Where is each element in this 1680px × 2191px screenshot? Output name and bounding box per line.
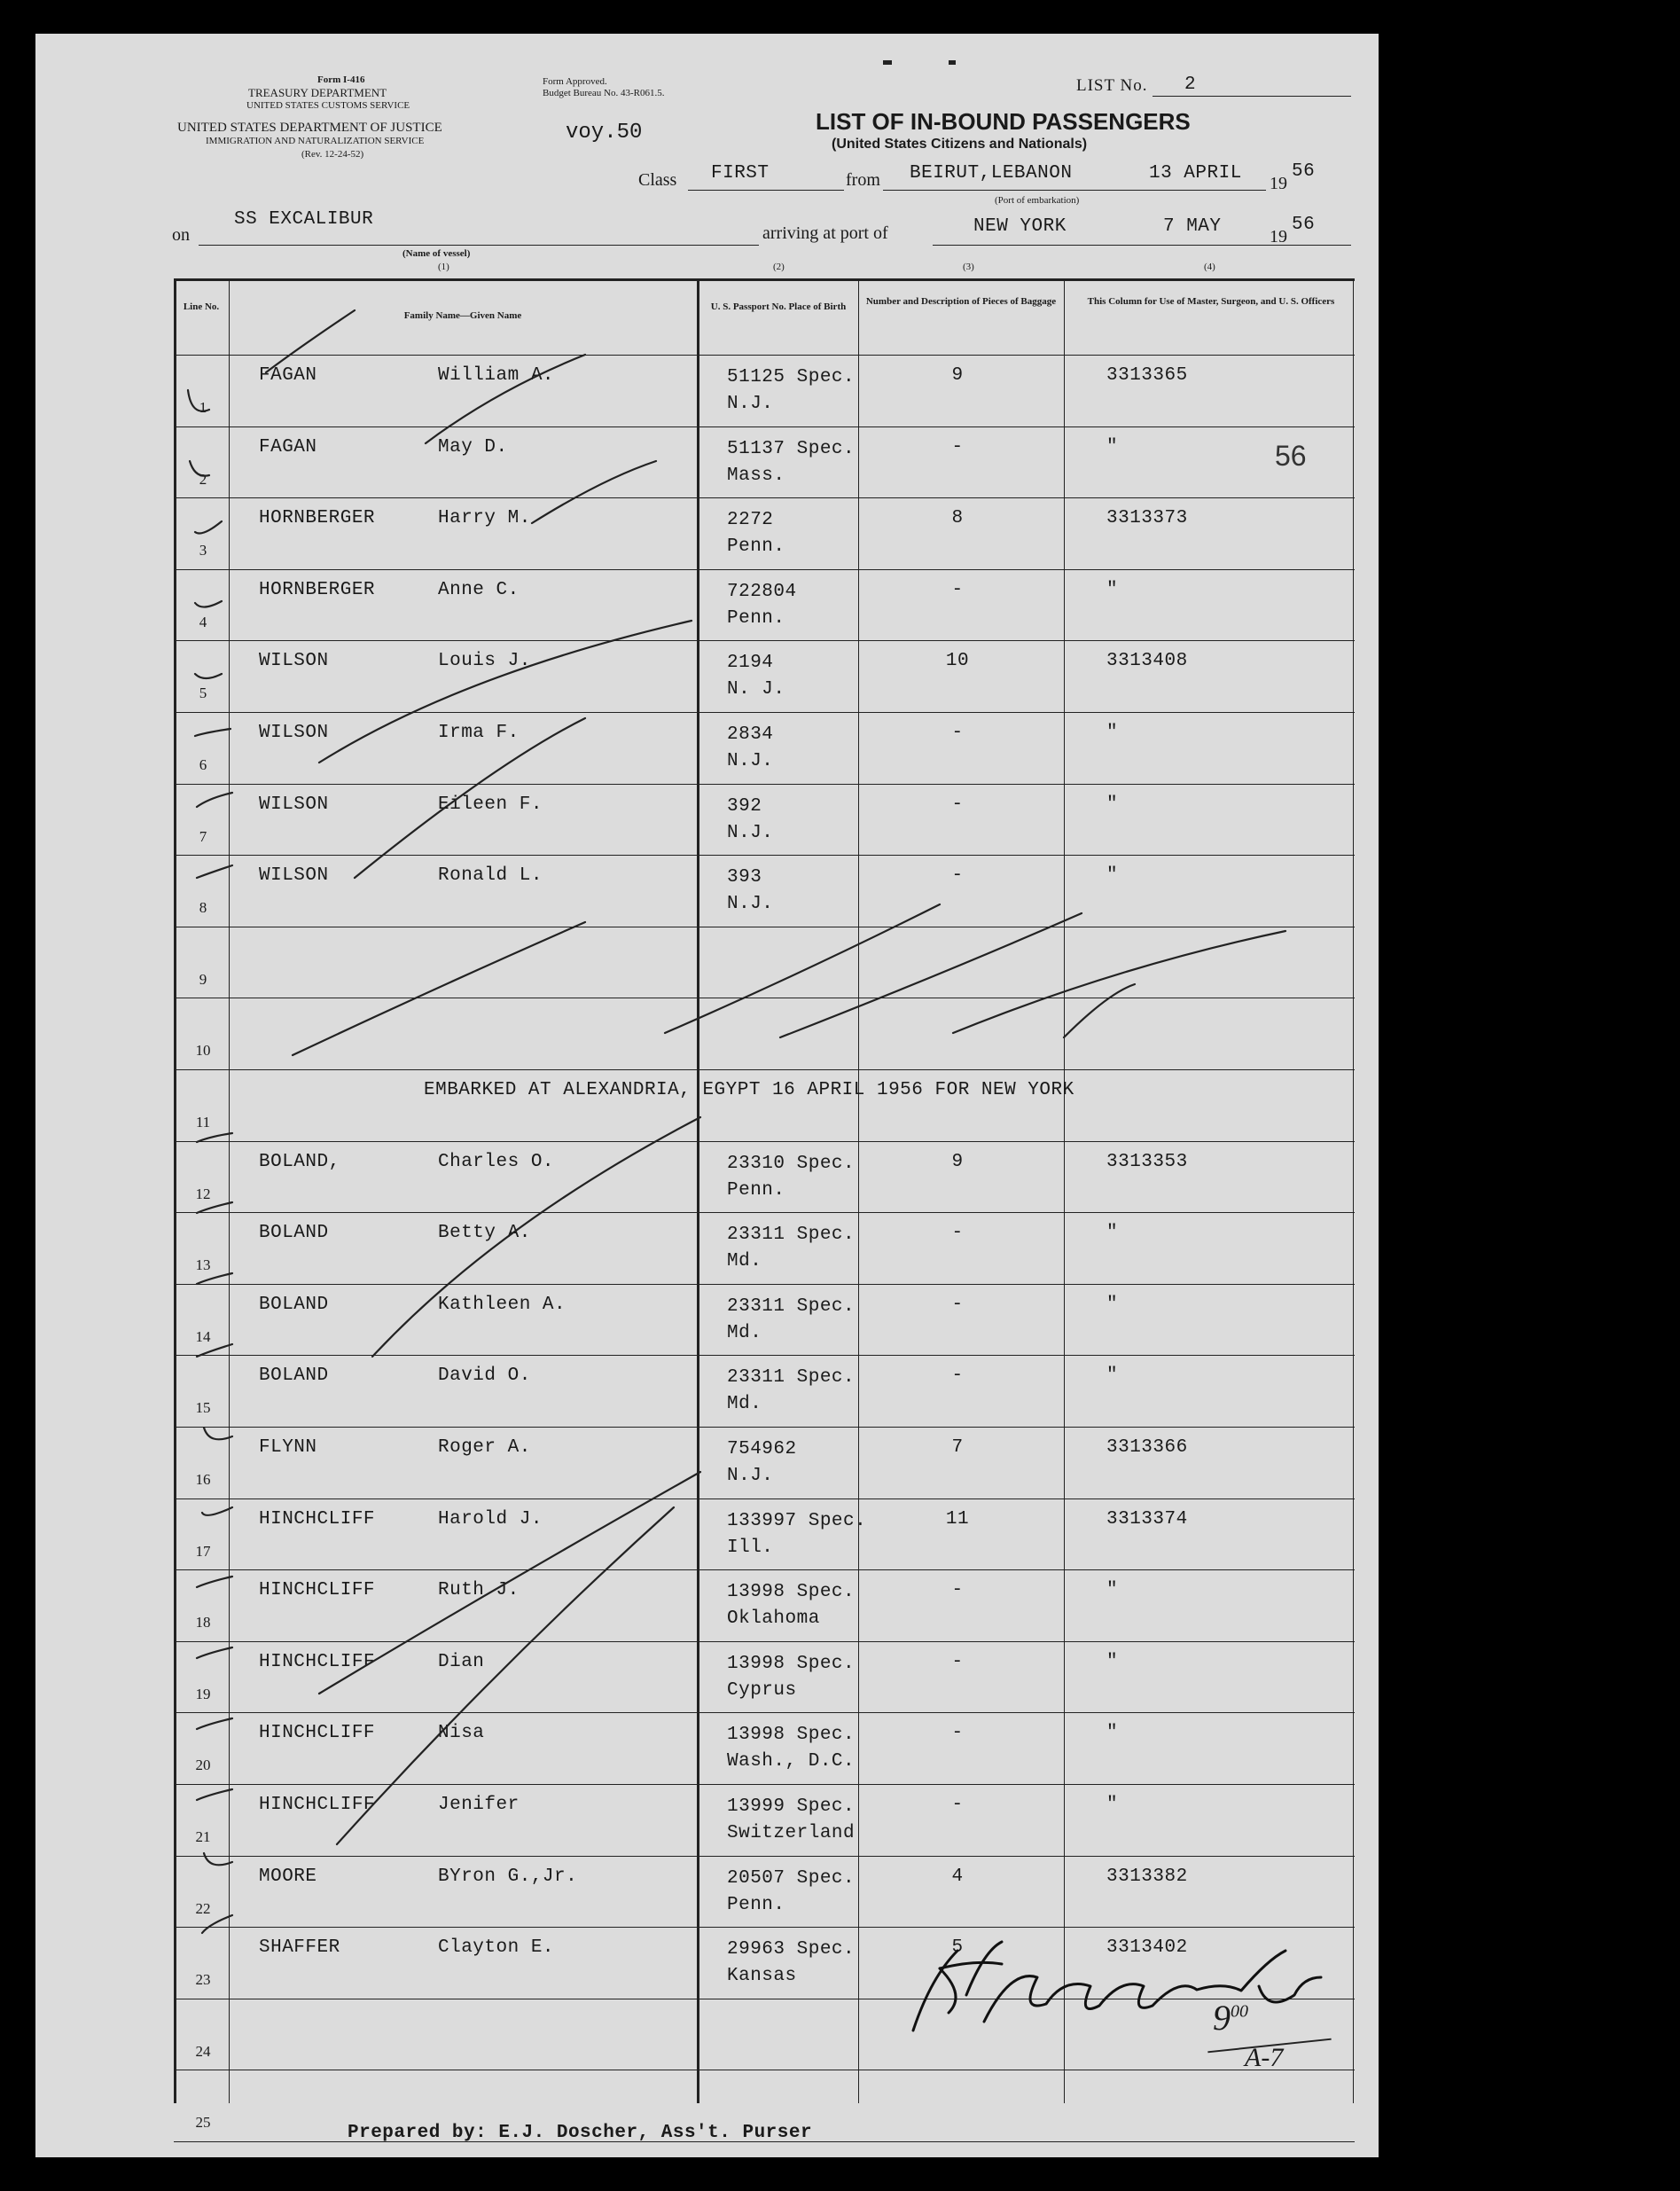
family-name: HINCHCLIFF bbox=[259, 1651, 376, 1672]
baggage-count: 5 bbox=[951, 1937, 964, 1959]
officer-entry: " bbox=[1106, 1723, 1119, 1744]
officer-entry: " bbox=[1106, 1795, 1119, 1815]
family-name: HINCHCLIFF bbox=[259, 1508, 376, 1530]
family-name: WILSON bbox=[259, 865, 329, 887]
line-number: 4 bbox=[199, 613, 207, 630]
embarkation-date: 13 APRIL bbox=[1149, 163, 1242, 184]
passport-number: 393 bbox=[727, 867, 762, 888]
family-name: SHAFFER bbox=[259, 1937, 340, 1959]
family-name: WILSON bbox=[259, 794, 329, 815]
officer-entry: " bbox=[1106, 723, 1119, 743]
line-number: 21 bbox=[195, 1828, 211, 1845]
baggage-count: - bbox=[951, 436, 964, 458]
col-header-passport: U. S. Passport No. Place of Birth bbox=[710, 301, 847, 312]
given-name: BYron G.,Jr. bbox=[438, 1866, 578, 1887]
baggage-count: - bbox=[951, 1580, 964, 1601]
line-number: 25 bbox=[195, 2114, 211, 2132]
line-number: 9 bbox=[199, 970, 207, 988]
family-name: HINCHCLIFF bbox=[259, 1795, 376, 1815]
officer-entry: " bbox=[1106, 865, 1119, 887]
baggage-count: - bbox=[951, 1723, 964, 1744]
passport-number: 392 bbox=[727, 795, 762, 817]
baggage-count: 4 bbox=[951, 1866, 964, 1887]
given-name: Roger A. bbox=[438, 1437, 531, 1458]
line-number: 16 bbox=[195, 1471, 211, 1488]
baggage-count: - bbox=[951, 865, 964, 887]
table-row bbox=[174, 1999, 1355, 2070]
officer-entry: 3313408 bbox=[1106, 651, 1188, 672]
officer-entry: " bbox=[1106, 1223, 1119, 1244]
line-number: 15 bbox=[195, 1399, 211, 1417]
department-of-justice: UNITED STATES DEPARTMENT OF JUSTICE bbox=[177, 121, 442, 135]
line-number: 22 bbox=[195, 1899, 211, 1917]
line-number: 3 bbox=[199, 542, 207, 559]
line-number: 2 bbox=[199, 470, 207, 488]
given-name: Harold J. bbox=[438, 1508, 543, 1530]
given-name: Irma F. bbox=[438, 723, 520, 743]
prepared-by: Prepared by: E.J. Doscher, Ass't. Purser bbox=[348, 2123, 813, 2143]
given-name: Dian bbox=[438, 1651, 485, 1672]
passport-number: 13998 Spec. bbox=[727, 1725, 856, 1746]
line-number: 17 bbox=[195, 1542, 211, 1560]
given-name: Louis J. bbox=[438, 651, 531, 672]
line-number: 18 bbox=[195, 1614, 211, 1632]
given-name: Eileen F. bbox=[438, 794, 543, 815]
given-name: Charles O. bbox=[438, 1151, 555, 1172]
passport-number: 23311 Spec. bbox=[727, 1225, 856, 1246]
officer-entry: 3313365 bbox=[1106, 365, 1188, 386]
baggage-count: - bbox=[951, 1795, 964, 1815]
line-number: 5 bbox=[199, 685, 207, 702]
passport-number: 2834 bbox=[727, 724, 774, 745]
given-name: Clayton E. bbox=[438, 1937, 555, 1959]
family-name: BOLAND, bbox=[259, 1151, 340, 1172]
baggage-count: - bbox=[951, 579, 964, 600]
place-of-birth: Wash., D.C. bbox=[727, 1751, 856, 1772]
passport-number: 23311 Spec. bbox=[727, 1367, 856, 1389]
given-name: David O. bbox=[438, 1365, 531, 1387]
col-header-name: Family Name—Given Name bbox=[403, 310, 522, 321]
line-number: 11 bbox=[195, 1114, 211, 1131]
arrival-year-prefix: 19 bbox=[1270, 227, 1287, 246]
officer-entry: " bbox=[1106, 1365, 1119, 1387]
line-number: 14 bbox=[195, 1327, 211, 1345]
form-approved: Form Approved. bbox=[543, 76, 607, 87]
list-number: 2 bbox=[1184, 74, 1197, 95]
officer-entry: " bbox=[1106, 579, 1119, 600]
line-number: 24 bbox=[195, 2042, 211, 2060]
line-number: 13 bbox=[195, 1256, 211, 1274]
ins-service: IMMIGRATION AND NATURALIZATION SERVICE bbox=[206, 136, 425, 146]
baggage-count: 9 bbox=[951, 1151, 964, 1172]
family-name: HINCHCLIFF bbox=[259, 1723, 376, 1744]
col-3-number: (3) bbox=[963, 262, 974, 272]
given-name: May D. bbox=[438, 436, 508, 458]
line-number: 12 bbox=[195, 1185, 211, 1202]
family-name: FAGAN bbox=[259, 436, 317, 458]
officer-entry: 3313402 bbox=[1106, 1937, 1188, 1959]
vessel-name: SS EXCALIBUR bbox=[234, 209, 374, 230]
place-of-birth: Ill. bbox=[727, 1537, 774, 1558]
passport-number: 51137 Spec. bbox=[727, 438, 856, 459]
family-name: FAGAN bbox=[259, 365, 317, 386]
list-label: LIST No. bbox=[1076, 76, 1148, 95]
officer-entry: " bbox=[1106, 1294, 1119, 1315]
family-name: BOLAND bbox=[259, 1365, 329, 1387]
place-of-birth: Penn. bbox=[727, 1179, 785, 1201]
place-of-birth: N. J. bbox=[727, 679, 785, 700]
given-name: Ruth J. bbox=[438, 1580, 520, 1601]
passport-number: 754962 bbox=[727, 1439, 797, 1459]
arrival-year: 56 bbox=[1292, 215, 1316, 235]
officer-entry: " bbox=[1106, 1651, 1119, 1672]
embarkation-port: BEIRUT,LEBANON bbox=[910, 163, 1073, 184]
place-of-birth: Oklahoma bbox=[727, 1608, 820, 1630]
place-of-birth: Cyprus bbox=[727, 1679, 797, 1701]
passport-number: 13998 Spec. bbox=[727, 1653, 856, 1674]
baggage-count: 7 bbox=[951, 1437, 964, 1458]
officer-entry: 3313366 bbox=[1106, 1437, 1188, 1458]
place-of-birth: Md. bbox=[727, 1251, 762, 1272]
arriving-label: arriving at port of bbox=[762, 223, 888, 243]
fraction-top: $9^{00}$ bbox=[1213, 1998, 1248, 2038]
voyage-number: voy.50 bbox=[566, 121, 643, 145]
col-header-baggage: Number and Description of Pieces of Baggage bbox=[865, 296, 1057, 307]
page-subtitle: (United States Citizens and Nationals) bbox=[832, 137, 1088, 152]
given-name: Jenifer bbox=[438, 1795, 520, 1815]
family-name: WILSON bbox=[259, 651, 329, 672]
baggage-count: 8 bbox=[951, 508, 964, 529]
line-number: 19 bbox=[195, 1685, 211, 1702]
budget-bureau: Budget Bureau No. 43-R061.5. bbox=[543, 88, 665, 98]
place-of-birth: Penn. bbox=[727, 1894, 785, 1915]
place-of-birth: N.J. bbox=[727, 822, 774, 843]
passport-number: 29963 Spec. bbox=[727, 1939, 856, 1960]
baggage-count: - bbox=[951, 723, 964, 743]
col-header-officers: This Column for Use of Master, Surgeon, and U. S. Officers bbox=[1087, 296, 1335, 307]
place-of-birth: N.J. bbox=[727, 751, 774, 771]
family-name: BOLAND bbox=[259, 1223, 329, 1244]
col-2-number: (2) bbox=[773, 262, 785, 272]
family-name: MOORE bbox=[259, 1866, 317, 1887]
family-name: FLYNN bbox=[259, 1437, 317, 1458]
given-name: Betty A. bbox=[438, 1223, 531, 1244]
line-number: 23 bbox=[195, 1971, 211, 1989]
place-of-birth: Penn. bbox=[727, 607, 785, 629]
port-caption: (Port of embarkation) bbox=[995, 195, 1080, 206]
given-name: Ronald L. bbox=[438, 865, 543, 887]
passport-number: 2194 bbox=[727, 653, 774, 674]
family-name: BOLAND bbox=[259, 1294, 329, 1315]
place-of-birth: Kansas bbox=[727, 1966, 797, 1987]
passport-number: 20507 Spec. bbox=[727, 1867, 856, 1889]
officer-entry: 3313374 bbox=[1106, 1508, 1188, 1530]
arrival-date: 7 MAY bbox=[1163, 216, 1222, 237]
class-label: Class bbox=[638, 170, 677, 190]
place-of-birth: Penn. bbox=[727, 536, 785, 558]
given-name: Kathleen A. bbox=[438, 1294, 567, 1315]
arrival-port: NEW YORK bbox=[973, 216, 1067, 237]
officer-entry: 3313373 bbox=[1106, 508, 1188, 529]
baggage-count: 10 bbox=[945, 651, 970, 672]
place-of-birth: Md. bbox=[727, 1394, 762, 1415]
baggage-count: - bbox=[951, 1651, 964, 1672]
officer-entry: " bbox=[1106, 1580, 1119, 1601]
form-number: Form I-416 bbox=[317, 74, 365, 85]
officer-entry: " bbox=[1106, 794, 1119, 815]
baggage-count: - bbox=[951, 794, 964, 815]
baggage-count: - bbox=[951, 1223, 964, 1244]
passport-number: 133997 Spec. bbox=[727, 1510, 867, 1531]
line-number: 7 bbox=[199, 827, 207, 845]
passport-number: 23311 Spec. bbox=[727, 1295, 856, 1317]
baggage-count: 11 bbox=[945, 1508, 970, 1530]
family-name: HORNBERGER bbox=[259, 579, 376, 600]
passport-number: 13999 Spec. bbox=[727, 1796, 856, 1817]
fraction-bottom: A-7 bbox=[1245, 2043, 1284, 2072]
margin-note: 56 bbox=[1275, 440, 1307, 472]
year-prefix: 19 bbox=[1270, 174, 1287, 193]
col-4-number: (4) bbox=[1204, 262, 1215, 272]
place-of-birth: N.J. bbox=[727, 394, 774, 414]
class-value: FIRST bbox=[711, 163, 770, 184]
passport-number: 13998 Spec. bbox=[727, 1582, 856, 1603]
passport-number: 23310 Spec. bbox=[727, 1153, 856, 1174]
place-of-birth: N.J. bbox=[727, 1466, 774, 1486]
family-name: WILSON bbox=[259, 723, 329, 743]
given-name: Harry M. bbox=[438, 508, 531, 529]
family-name: HINCHCLIFF bbox=[259, 1580, 376, 1601]
embarkation-year: 56 bbox=[1292, 161, 1316, 182]
vessel-caption: (Name of vessel) bbox=[402, 248, 471, 259]
treasury-department: TREASURY DEPARTMENT bbox=[248, 86, 387, 99]
place-of-birth: N.J. bbox=[727, 894, 774, 915]
customs-service: UNITED STATES CUSTOMS SERVICE bbox=[246, 100, 410, 111]
page-title: LIST OF IN-BOUND PASSENGERS bbox=[816, 108, 1191, 135]
col-header-line: Line No. bbox=[183, 301, 220, 312]
passport-number: 2272 bbox=[727, 510, 774, 531]
baggage-count: - bbox=[951, 1365, 964, 1387]
place-of-birth: Md. bbox=[727, 1322, 762, 1343]
embarked-note: EMBARKED AT ALEXANDRIA, EGYPT 16 APRIL 1956 FOR NEW YORK bbox=[424, 1080, 1074, 1100]
line-number: 6 bbox=[199, 756, 207, 773]
officer-entry: 3313353 bbox=[1106, 1151, 1188, 1172]
passport-number: 722804 bbox=[727, 581, 797, 602]
officer-entry: " bbox=[1106, 436, 1119, 458]
officer-entry: 3313382 bbox=[1106, 1866, 1188, 1887]
place-of-birth: Switzerland bbox=[727, 1823, 856, 1843]
line-number: 20 bbox=[195, 1757, 211, 1774]
baggage-count: - bbox=[951, 1294, 964, 1315]
table-row bbox=[174, 998, 1355, 1069]
from-label: from bbox=[846, 170, 880, 190]
place-of-birth: Mass. bbox=[727, 465, 785, 486]
given-name: Nisa bbox=[438, 1723, 485, 1744]
line-number: 1 bbox=[199, 399, 207, 416]
col-1-number: (1) bbox=[438, 262, 449, 272]
line-number: 10 bbox=[195, 1042, 211, 1060]
line-number: 8 bbox=[199, 899, 207, 917]
family-name: HORNBERGER bbox=[259, 508, 376, 529]
on-label: on bbox=[172, 225, 190, 245]
table-row bbox=[174, 927, 1355, 998]
given-name: Anne C. bbox=[438, 579, 520, 600]
baggage-count: 9 bbox=[951, 365, 964, 386]
passport-number: 51125 Spec. bbox=[727, 367, 856, 387]
revision-date: (Rev. 12-24-52) bbox=[301, 149, 364, 160]
given-name: William A. bbox=[438, 365, 555, 386]
